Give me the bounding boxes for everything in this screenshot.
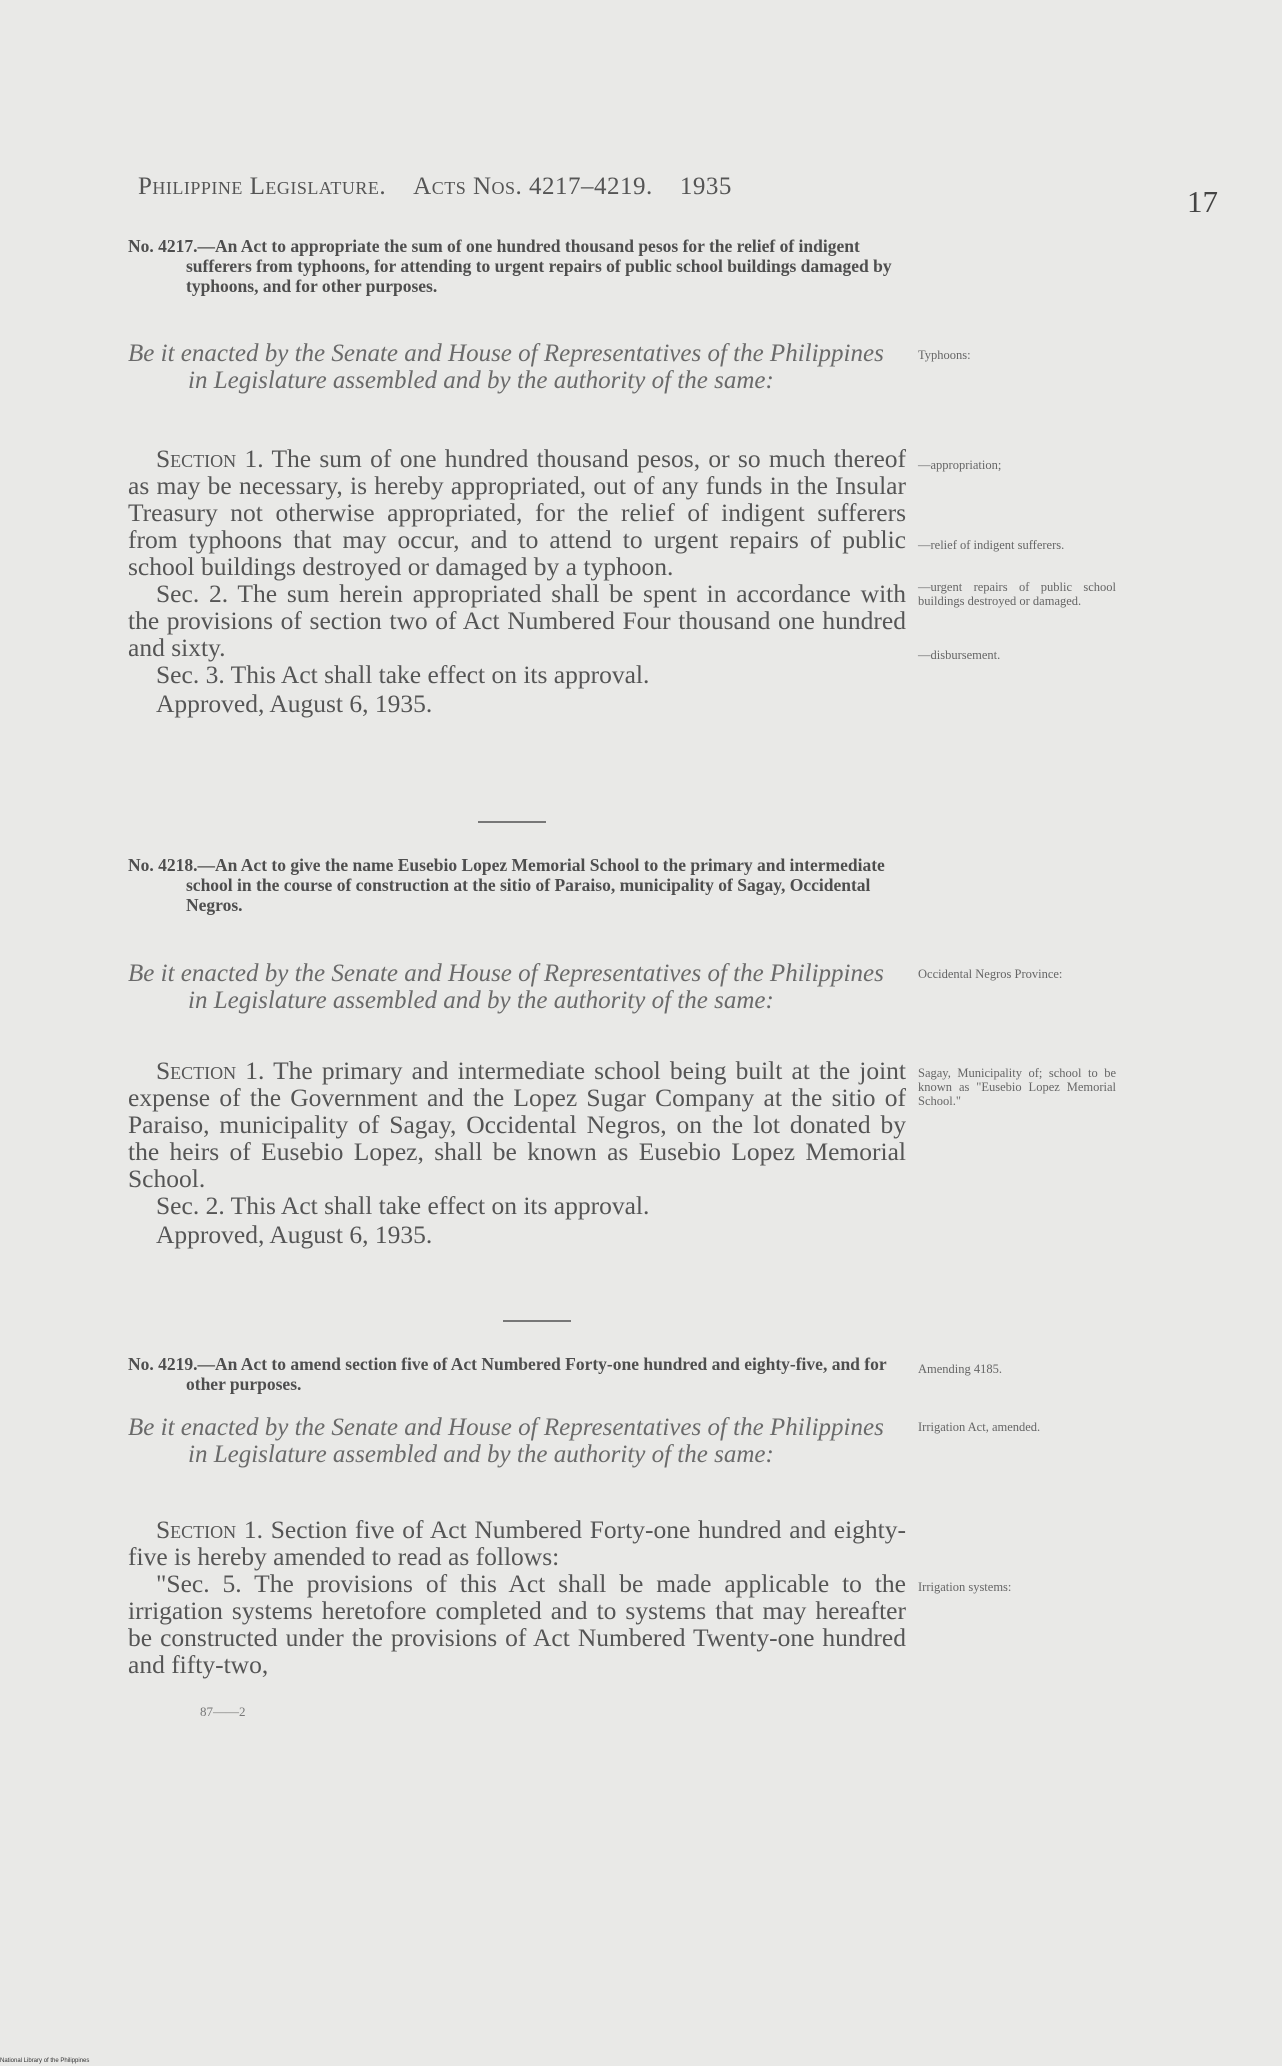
approval-date: Approved, August 6, 1935.	[156, 689, 433, 718]
act-4217-body	[128, 445, 906, 717]
enacting-clause: Be it enacted by the Senate and House of Representatives of the Philippines in Legislature assembled and by the authority of the same:	[128, 960, 884, 1014]
section-text: The primary and intermediate school being built at the joint expense of the Government and the Lopez Sugar Company at the sitio of Paraiso, municipality of Sagay, Occidental Negros, on the lot donated by the heirs of Eusebio Lopez, shall be known as Eusebio Lopez Memorial School.	[128, 1056, 907, 1193]
section-label: Sec. 2.	[156, 1191, 225, 1220]
section-label: Section 1.	[156, 1515, 264, 1544]
margin-note: Irrigation systems:	[918, 1580, 1012, 1594]
act-4219-body	[128, 1516, 906, 1678]
act-4219-title: No. 4219.—An Act to amend section five of Act Numbered Forty-one hundred and eighty-five, and for other purposes.	[128, 1354, 887, 1394]
act-4217-title: No. 4217.—An Act to appropriate the sum of one hundred thousand pesos for the relief of indigent sufferers from typhoons, for attending to urgent repairs of public school buildings damaged by typhoons, and for other purposes.	[128, 236, 892, 296]
act-4217	[128, 236, 906, 296]
section-2	[128, 580, 906, 661]
margin-note: Irrigation Act, amended.	[918, 1420, 1041, 1434]
enacting-clause: Be it enacted by the Senate and House of Representatives of the Philippines in Legislature assembled and by the authority of the same:	[128, 340, 884, 394]
section-divider	[478, 821, 546, 823]
act-4218-enacting	[128, 960, 906, 1014]
section-text: The sum herein appropriated shall be spent in accordance with the provisions of section two of Act Numbered Four thousand one hundred and sixty.	[128, 579, 906, 662]
margin-note: Sagay, Municipality of; school to be known as "Eusebio Lopez Memorial School."	[918, 1066, 1116, 1108]
running-header	[138, 173, 1218, 201]
page-number: 17	[1187, 184, 1218, 219]
margin-note: —disbursement.	[918, 648, 1001, 662]
header-year: 1935	[679, 173, 732, 200]
header-title: Philippine Legislature.	[138, 173, 387, 200]
section-1	[128, 1057, 906, 1192]
printer-signature: 87——2	[200, 1704, 246, 1719]
section-label: "Sec. 5.	[156, 1569, 242, 1598]
section-label: Section 1.	[156, 1056, 265, 1085]
margin-note: Typhoons:	[918, 348, 971, 362]
section-1	[128, 445, 906, 580]
act-4217-enacting	[128, 340, 906, 394]
section-label: Section 1.	[156, 444, 264, 473]
act-4218-title: No. 4218.—An Act to give the name Eusebio Lopez Memorial School to the primary and intermediate school in the course of construction at the sitio of Paraiso, municipality of Sagay, Occidental Negros.	[128, 855, 885, 915]
header-acts: Acts Nos. 4217–4219.	[413, 173, 653, 200]
margin-note: —relief of indigent sufferers.	[918, 538, 1065, 552]
section-text: This Act shall take effect on its approval.	[230, 660, 650, 689]
section-text: The provisions of this Act shall be made applicable to the irrigation systems heretofore completed and to systems that may hereafter be constructed under the provisions of Act Numbered Twenty-one hundred and fifty-two,	[128, 1569, 906, 1679]
section-text: This Act shall take effect on its approval.	[230, 1191, 650, 1220]
approval-date: Approved, August 6, 1935.	[156, 1220, 433, 1249]
section-text: Section five of Act Numbered Forty-one hundred and eighty-five is hereby amended to read as follows:	[128, 1515, 907, 1571]
margin-note: Amending 4185.	[918, 1362, 1003, 1376]
margin-note: —appropriation;	[918, 458, 1002, 472]
margin-note: Occidental Negros Province:	[918, 967, 1063, 981]
section-text: The sum of one hundred thousand pesos, or so much thereof as may be necessary, is hereby appropriated, out of any funds in the Insular Treasury not otherwise appropriated, for the relief of indigent sufferers from typhoons that may occur, and to attend to urgent repairs of public school buildings destroyed or damaged by a typhoon.	[128, 444, 907, 581]
act-4219-enacting	[128, 1414, 906, 1468]
act-4219	[128, 1354, 906, 1394]
enacting-clause: Be it enacted by the Senate and House of Representatives of the Philippines in Legislature assembled and by the authority of the same:	[128, 1414, 884, 1468]
section-1	[128, 1516, 906, 1570]
section-2	[128, 1192, 906, 1219]
act-4218	[128, 855, 906, 915]
section-label: Sec. 2.	[156, 579, 229, 608]
footer-credit: National Library of the Philippines	[0, 2058, 90, 2064]
act-4218-body	[128, 1057, 906, 1248]
section-3	[128, 661, 906, 688]
margin-note: —urgent repairs of public school buildings destroyed or damaged.	[918, 580, 1116, 608]
section-label: Sec. 3.	[156, 660, 225, 689]
section-5-quote	[128, 1570, 906, 1678]
section-divider	[503, 1320, 571, 1322]
